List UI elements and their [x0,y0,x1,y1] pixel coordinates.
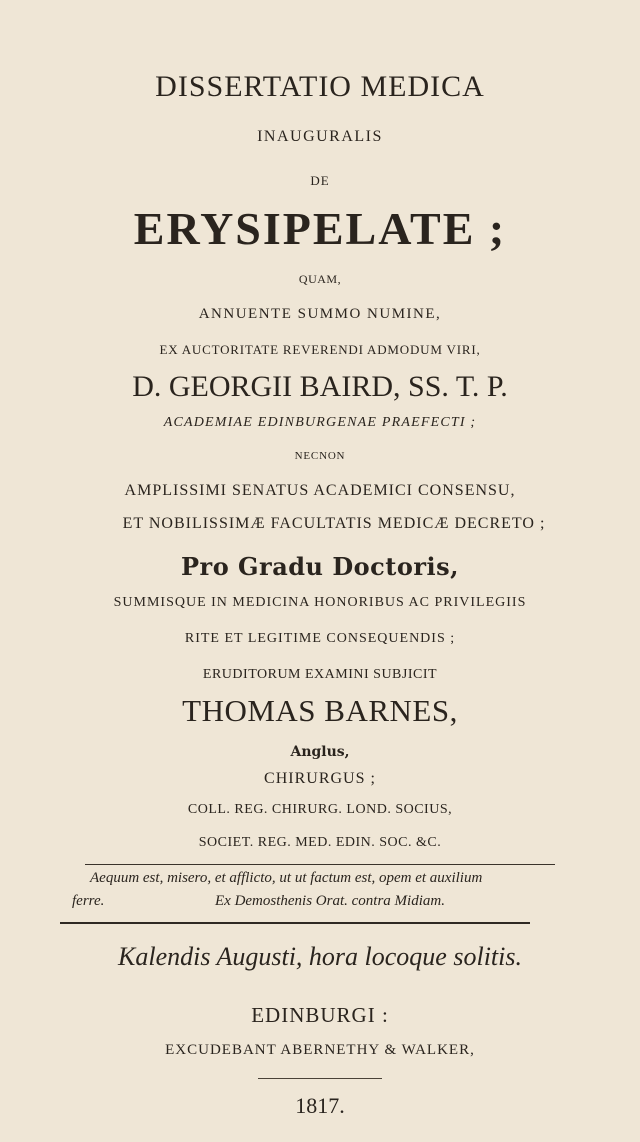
divider-rule [60,922,530,924]
inauguralis-line: INAUGURALIS [257,128,383,145]
imprint-city: EDINBURGI : [251,1003,389,1027]
quam-line: QUAM, [298,272,342,286]
academiae-line: ACADEMIAE EDINBURGENAE PRAEFECTI ; [163,415,477,430]
annuente-line: ANNUENTE SUMMO NUMINE, [198,306,442,322]
necnon-line: NECNON [294,450,346,462]
anglus-line: Anglus, [290,744,350,760]
chirurgus-line: CHIRURGUS ; [264,770,376,787]
societ-line: SOCIET. REG. MED. EDIN. SOC. &C. [198,835,442,850]
thesis-title: DISSERTATIO MEDICA [155,70,485,103]
divider-rule [258,1078,382,1079]
imprint-printer: EXCUDEBANT ABERNETHY & WALKER, [165,1042,475,1058]
senatus-line: AMPLISSIMI SENATUS ACADEMICI CONSENSU, [124,482,516,499]
eruditorum-line: ERUDITORUM EXAMINI SUBJICIT [202,667,438,682]
epigraph-line-1: Aequum est, misero, et afflicto, ut ut factum est, opem et auxilium [90,870,483,886]
de-line: DE [310,173,330,188]
gradu-line: Pro Gradu Doctoris, [181,552,459,581]
patron-name: D. GEORGII BAIRD, SS. T. P. [132,370,508,403]
thesis-subject: ERYSIPELATE ; [133,203,507,254]
auctoritate-line: EX AUCTORITATE REVERENDI ADMODUM VIRI, [159,342,481,357]
facultatis-line: ET NOBILISSIMÆ FACULTATIS MEDICÆ DECRETO ; [122,515,546,532]
divider-rule [85,864,555,865]
kalendis-line: Kalendis Augusti, hora locoque solitis. [118,942,522,971]
coll-line: COLL. REG. CHIRURG. LOND. SOCIUS, [187,802,453,817]
imprint-year: 1817. [295,1093,345,1118]
author-name: THOMAS BARNES, [182,693,458,728]
summisque-line: SUMMISQUE IN MEDICINA HONORIBUS AC PRIVILEGIIS [113,595,527,610]
rite-line: RITE ET LEGITIME CONSEQUENDIS ; [184,631,456,646]
epigraph-source: Ex Demosthenis Orat. contra Midiam. [215,893,445,909]
epigraph-line-2: ferre. [72,893,105,909]
